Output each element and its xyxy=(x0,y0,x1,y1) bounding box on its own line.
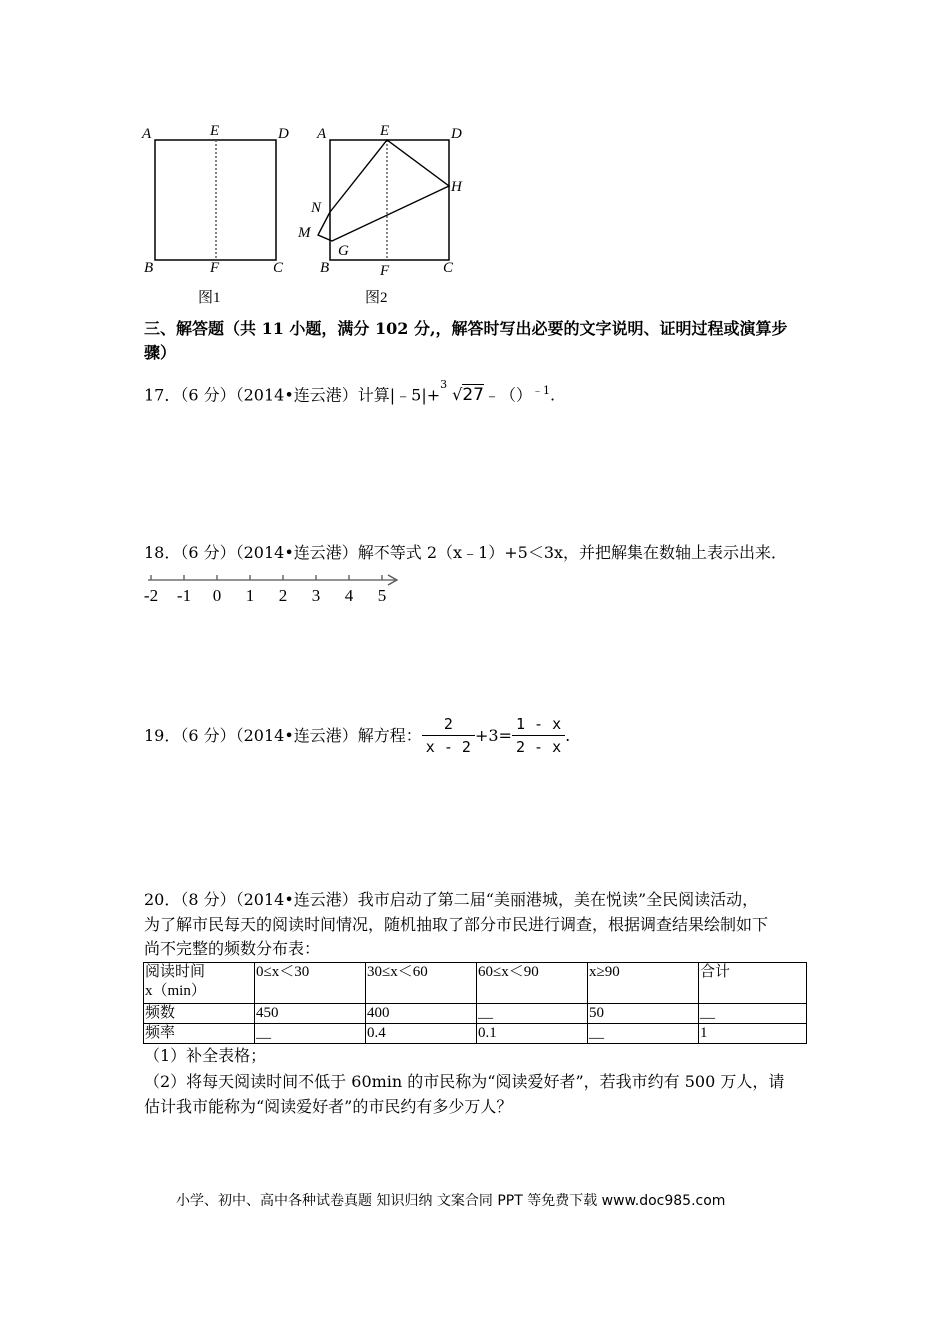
number-line-label: 2 xyxy=(278,586,288,605)
q19-fraction-1 xyxy=(422,713,475,758)
section-title-line2: 骤） xyxy=(144,343,177,362)
header-cell-1: 0≤x＜30 xyxy=(255,963,366,1004)
fig1-label-f: F xyxy=(210,260,220,276)
table-row xyxy=(144,1004,807,1024)
number-line-label: -2 xyxy=(143,586,159,605)
header-cell-5: 合计 xyxy=(699,963,807,1004)
geometry-figures xyxy=(130,115,490,315)
fig1-caption: 图1 xyxy=(198,290,221,306)
q17-root-index: 3 xyxy=(440,378,448,392)
q17-prefix: 17．（6 分）（2014•连云港）计算|﹣5|+ xyxy=(144,385,441,405)
number-line-label: 3 xyxy=(311,586,321,605)
cell-freq-2: 400 xyxy=(366,1004,477,1024)
fig2-label-f: F xyxy=(380,263,390,279)
cell-rate-4: __ xyxy=(588,1024,699,1044)
q20-line2: 为了解市民每天的阅读时间情况，随机抽取了部分市民进行调查，根据调查结果绘制如下 xyxy=(144,915,769,934)
q19-end: . xyxy=(565,725,571,745)
cell-freq-5: __ xyxy=(699,1004,807,1024)
cell-rate-label: 频率 xyxy=(144,1024,255,1044)
header-cell-3: 60≤x＜90 xyxy=(477,963,588,1004)
fig2-label-n: N xyxy=(311,200,322,216)
q20-sub2-line1: （2）将每天阅读时间不低于 60min 的市民称为“阅读爱好者”，若我市约有 500 万人，请 xyxy=(144,1072,785,1091)
fig1-label-c: C xyxy=(273,260,284,276)
q17-exponent: ﹣1 xyxy=(532,384,551,397)
q20-line3: 尚不完整的频数分布表： xyxy=(144,939,321,958)
cell-rate-1: __ xyxy=(255,1024,366,1044)
cell-freq-label: 频数 xyxy=(144,1004,255,1024)
q19-frac1-numerator: 2 xyxy=(422,713,475,736)
fig2-square xyxy=(330,140,449,260)
q19-fraction-2 xyxy=(512,713,565,758)
number-line-label: 0 xyxy=(212,586,222,605)
fig2-label-h: H xyxy=(451,179,462,195)
page-footer: 小学、初中、高中各种试卷真题 知识归纳 文案合同 PPT 等免费下载 www.doc985.com xyxy=(176,1193,726,1209)
section-title-line1: 三、解答题（共 11 小题，满分 102 分,，解答时写出必要的文字说明、证明过程或演算步 xyxy=(144,319,788,338)
table-row xyxy=(144,1024,807,1044)
cell-freq-1: 450 xyxy=(255,1004,366,1024)
question-18: 18．（6 分）（2014•连云港）解不等式 2（x﹣1）+5＜3x，并把解集在数轴上表示出来． xyxy=(144,543,788,562)
question-19 xyxy=(144,713,570,758)
q20-line1: 20．（8 分）（2014•连云港）我市启动了第二届“美丽港城，美在悦读”全民阅读活动， xyxy=(144,890,759,909)
fig1-label-e: E xyxy=(210,123,220,139)
fig1-label-a: A xyxy=(142,126,152,142)
cell-rate-5: 1 xyxy=(699,1024,807,1044)
fig1-label-d: D xyxy=(278,126,289,142)
header-cell-4: x≥90 xyxy=(588,963,699,1004)
fig2-label-g: G xyxy=(338,243,349,259)
fig2-label-b: B xyxy=(320,260,330,276)
q19-frac2-numerator: 1 - x xyxy=(512,713,565,736)
number-line xyxy=(140,570,410,610)
fig2-caption: 图2 xyxy=(365,290,388,306)
fig2-label-a: A xyxy=(317,126,327,142)
q17-cube-root: 3 √27 xyxy=(440,384,484,406)
q19-frac2-denominator: 2 - x xyxy=(515,738,562,756)
fig1-label-b: B xyxy=(144,260,154,276)
fig2-label-d: D xyxy=(451,126,462,142)
cell-freq-3: __ xyxy=(477,1004,588,1024)
table-header-row xyxy=(144,963,807,1004)
number-line-label: 5 xyxy=(377,586,387,605)
fig2-label-e: E xyxy=(380,123,390,139)
q17-radicand: 27 xyxy=(462,385,484,406)
q19-middle: +3= xyxy=(474,725,512,745)
q17-end: . xyxy=(550,385,556,405)
question-17 xyxy=(144,380,555,406)
number-line-label: 4 xyxy=(344,586,354,605)
header-cell-0: 阅读时间 x（min） xyxy=(144,963,255,1004)
q19-frac1-denominator: x - 2 xyxy=(425,738,471,756)
cell-freq-4: 50 xyxy=(588,1004,699,1024)
cell-rate-2: 0.4 xyxy=(366,1024,477,1044)
q20-sub1: （1）补全表格； xyxy=(144,1046,267,1065)
number-line-label: -1 xyxy=(176,586,192,605)
q20-sub2-line2: 估计我市能称为“阅读爱好者”的市民约有多少万人？ xyxy=(144,1097,513,1116)
fig2-label-c: C xyxy=(443,260,454,276)
fig2-label-m: M xyxy=(298,225,311,241)
frequency-table xyxy=(143,962,807,1044)
fig2-folded-shape xyxy=(318,140,449,241)
q17-suffix: ﹣（） xyxy=(484,385,533,405)
cell-rate-3: 0.1 xyxy=(477,1024,588,1044)
number-line-label: 1 xyxy=(245,586,255,605)
header-cell-2: 30≤x＜60 xyxy=(366,963,477,1004)
q19-prefix: 19．（6 分）（2014•连云港）解方程： xyxy=(144,725,422,745)
